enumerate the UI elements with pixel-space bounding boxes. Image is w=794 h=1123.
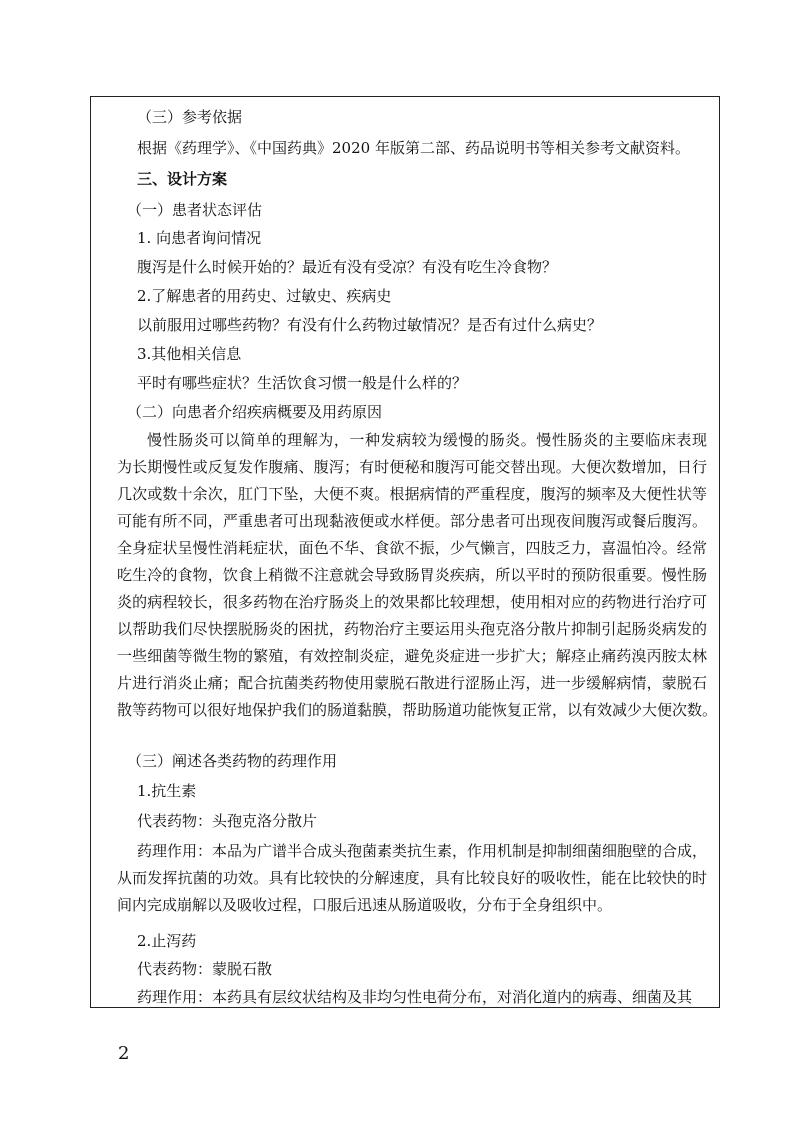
paragraph-line: 全身症状呈慢性消耗症状，面色不华、食欲不振，少气懒言，四肢乏力，喜温怕冷。经常 — [117, 539, 707, 557]
item-heading-other: 3.其他相关信息 — [137, 345, 242, 363]
paragraph-line: 药理作用：本品为广谱半合成头孢菌素类抗生素，作用机制是抑制细菌细胞壁的合成， — [137, 842, 708, 860]
page-number: 2 — [118, 1043, 130, 1064]
paragraph-line: 间内完成崩解以及吸收过程，口服后迅速从肠道吸收，分布于全身组织中。 — [117, 896, 613, 914]
item-heading-antibiotic: 1.抗生素 — [137, 782, 197, 800]
history-text: 以前服用过哪些药物？有没有什么药物过敏情况？是否有过什么病史？ — [137, 316, 603, 334]
references-text: 根据《药理学》、《中国药典》2020 年版第二部、药品说明书等相关参考文献资料。 — [137, 139, 690, 157]
paragraph-line: 几次或数十余次，肛门下坠，大便不爽。根据病情的严重程度，腹泻的频率及大便性状等 — [117, 485, 707, 503]
document-table-cell — [90, 96, 720, 1008]
subsection-heading-assessment: （一）患者状态评估 — [127, 201, 263, 219]
other-text: 平时有哪些症状？生活饮食习惯一般是什么样的？ — [137, 374, 468, 392]
paragraph-line: 慢性肠炎可以简单的理解为，一种发病较为缓慢的肠炎。慢性肠炎的主要临床表现 — [147, 431, 707, 449]
paragraph-line: 散等药物可以很好地保护我们的肠道黏膜，帮助肠道功能恢复正常，以有效减少大便次数。 — [117, 701, 718, 719]
antidiarrheal-drug: 代表药物：蒙脱石散 — [137, 960, 273, 978]
paragraph-line: 可能有所不同，严重患者可出现黏液便或水样便。部分患者可出现夜间腹泻或餐后腹泻。 — [117, 512, 707, 530]
paragraph-line: 炎的病程较长，很多药物在治疗肠炎上的效果都比较理想，使用相对应的药物进行治疗可 — [117, 593, 707, 611]
item-heading-history: 2.了解患者的用药史、过敏史、疾病史 — [137, 287, 392, 305]
item-heading-inquiry: 1. 向患者询问情况 — [137, 229, 262, 247]
antibiotic-paragraph — [117, 838, 707, 919]
paragraph-line: 片进行消炎止痛；配合抗菌类药物使用蒙脱石散进行涩肠止泻，进一步缓解病情，蒙脱石 — [117, 674, 707, 692]
paragraph-line: 为长期慢性或反复发作腹痛、腹泻；有时便秘和腹泻可能交替出现。大便次数增加，日行 — [117, 458, 707, 476]
inquiry-text: 腹泻是什么时候开始的？最近有没有受凉？有没有吃生冷食物？ — [137, 258, 558, 276]
paragraph-line: 从而发挥抗菌的功效。具有比较快的分解速度，具有比较良好的吸收性，能在比较快的时 — [117, 869, 707, 887]
item-heading-antidiarrheal: 2.止泻药 — [137, 932, 197, 950]
section-heading-design: 三、设计方案 — [137, 170, 228, 188]
antidiarrheal-text: 药理作用：本药具有层纹状结构及非均匀性电荷分布，对消化道内的病毒、细菌及其 — [137, 988, 693, 1006]
paragraph-line: 一些细菌等微生物的繁殖，有效控制炎症，避免炎症进一步扩大；解痉止痛药溴丙胺太林 — [117, 647, 707, 665]
paragraph-line: 吃生冷的食物，饮食上稍微不注意就会导致肠胃炎疾病，所以平时的预防很重要。慢性肠 — [117, 566, 707, 584]
paragraph-line: 以帮助我们尽快摆脱肠炎的困扰，药物治疗主要运用头孢克洛分散片抑制引起肠炎病发的 — [117, 620, 707, 638]
subsection-heading-disease: （二）向患者介绍疾病概要及用药原因 — [127, 403, 383, 421]
subsection-heading-pharmacology: （三）阐述各类药物的药理作用 — [127, 752, 338, 770]
antibiotic-drug: 代表药物：头孢克洛分散片 — [137, 812, 318, 830]
disease-paragraph — [117, 427, 718, 724]
section-heading-references: （三）参考依据 — [137, 108, 243, 126]
